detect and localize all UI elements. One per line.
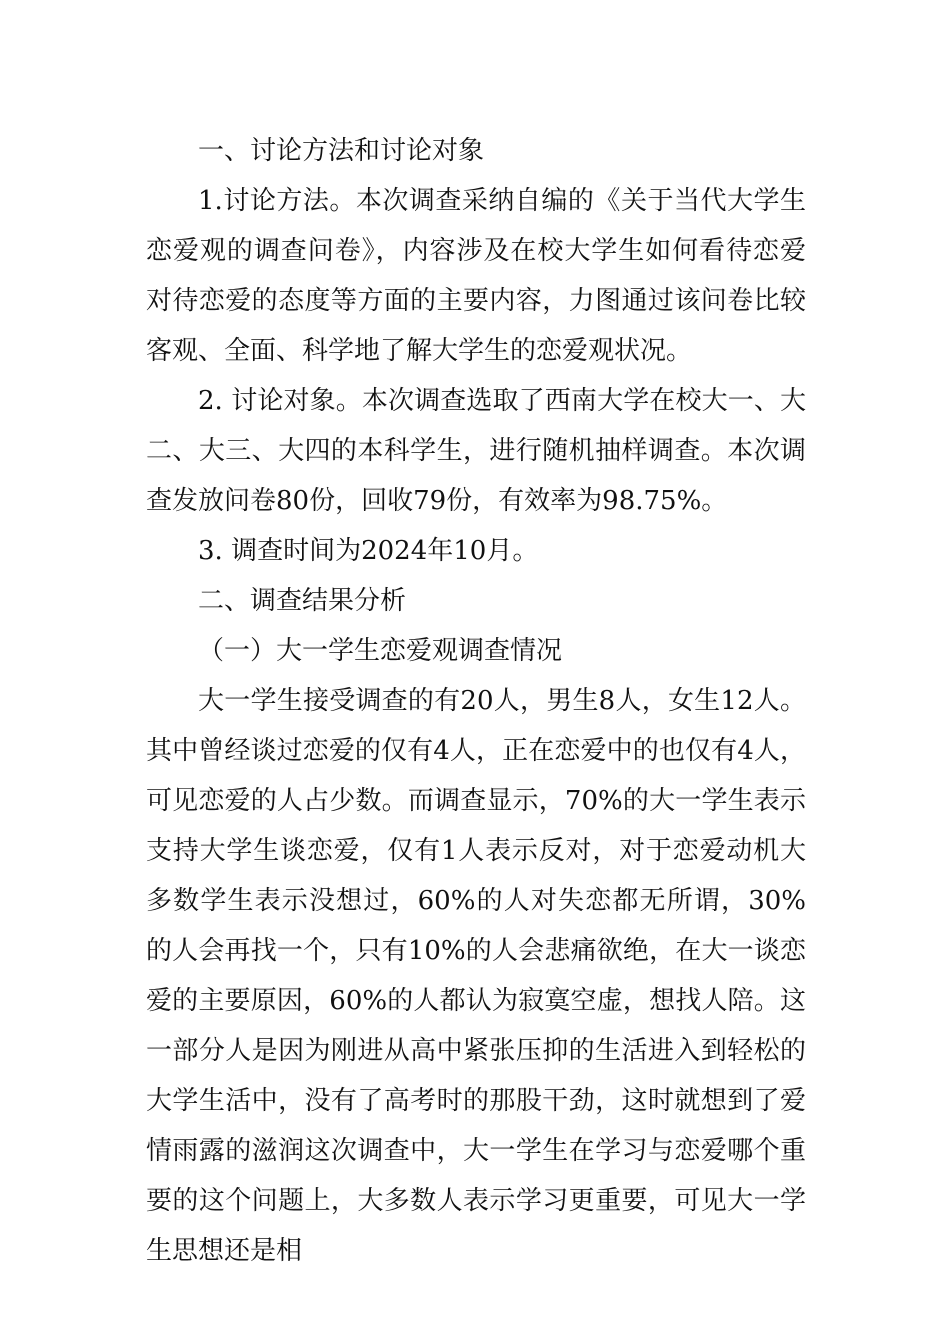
subsection-heading-freshmen: （一）大一学生恋爱观调查情况 — [198, 636, 563, 666]
section-heading-results: 二、调查结果分析 — [198, 586, 407, 616]
section-heading-methods: 一、讨论方法和讨论对象 — [198, 136, 485, 166]
paragraph-method: 1.讨论方法。本次调查采纳自编的《关于当代大学生恋爱观的调查问卷》，内容涉及在校大学生如何看待恋爱对待恋爱的态度等方面的主要内容，力图通过该问卷比较客观、全面、科学地了解大学生的恋爱观状况。 — [146, 186, 806, 366]
paragraph-freshmen-results: 大一学生接受调查的有20人，男生8人，女生12人。其中曾经谈过恋爱的仅有4人，正在恋爱中的也仅有4人，可见恋爱的人占少数。而调查显示，70%的大一学生表示支持大学生谈恋爱，仅有1人表示反对，对于恋爱动机大多数学生表示没想过，60%的人对失恋都无所谓，30%的人会再找一个，只有10%的人会悲痛欲绝，在大一谈恋爱的主要原因，60%的人都认为寂寞空虚，想找人陪。这一部分人是因为刚进从高中紧张压抑的生活进入到轻松的大学生活中，没有了高考时的那股干劲，这时就想到了爱情雨露的滋润这次调查中，大一学生在学习与恋爱哪个重要的这个问题上，大多数人表示学习更重要，可见大一学生思想还是相 — [146, 686, 806, 1266]
paragraph-survey-time: 3. 调查时间为2024年10月。 — [198, 536, 539, 566]
document-body — [146, 126, 806, 1276]
paragraph-subjects: 2. 讨论对象。本次调查选取了西南大学在校大一、大二、大三、大四的本科学生，进行随机抽样调查。本次调查发放问卷80份，回收79份，有效率为98.75%。 — [146, 386, 806, 516]
